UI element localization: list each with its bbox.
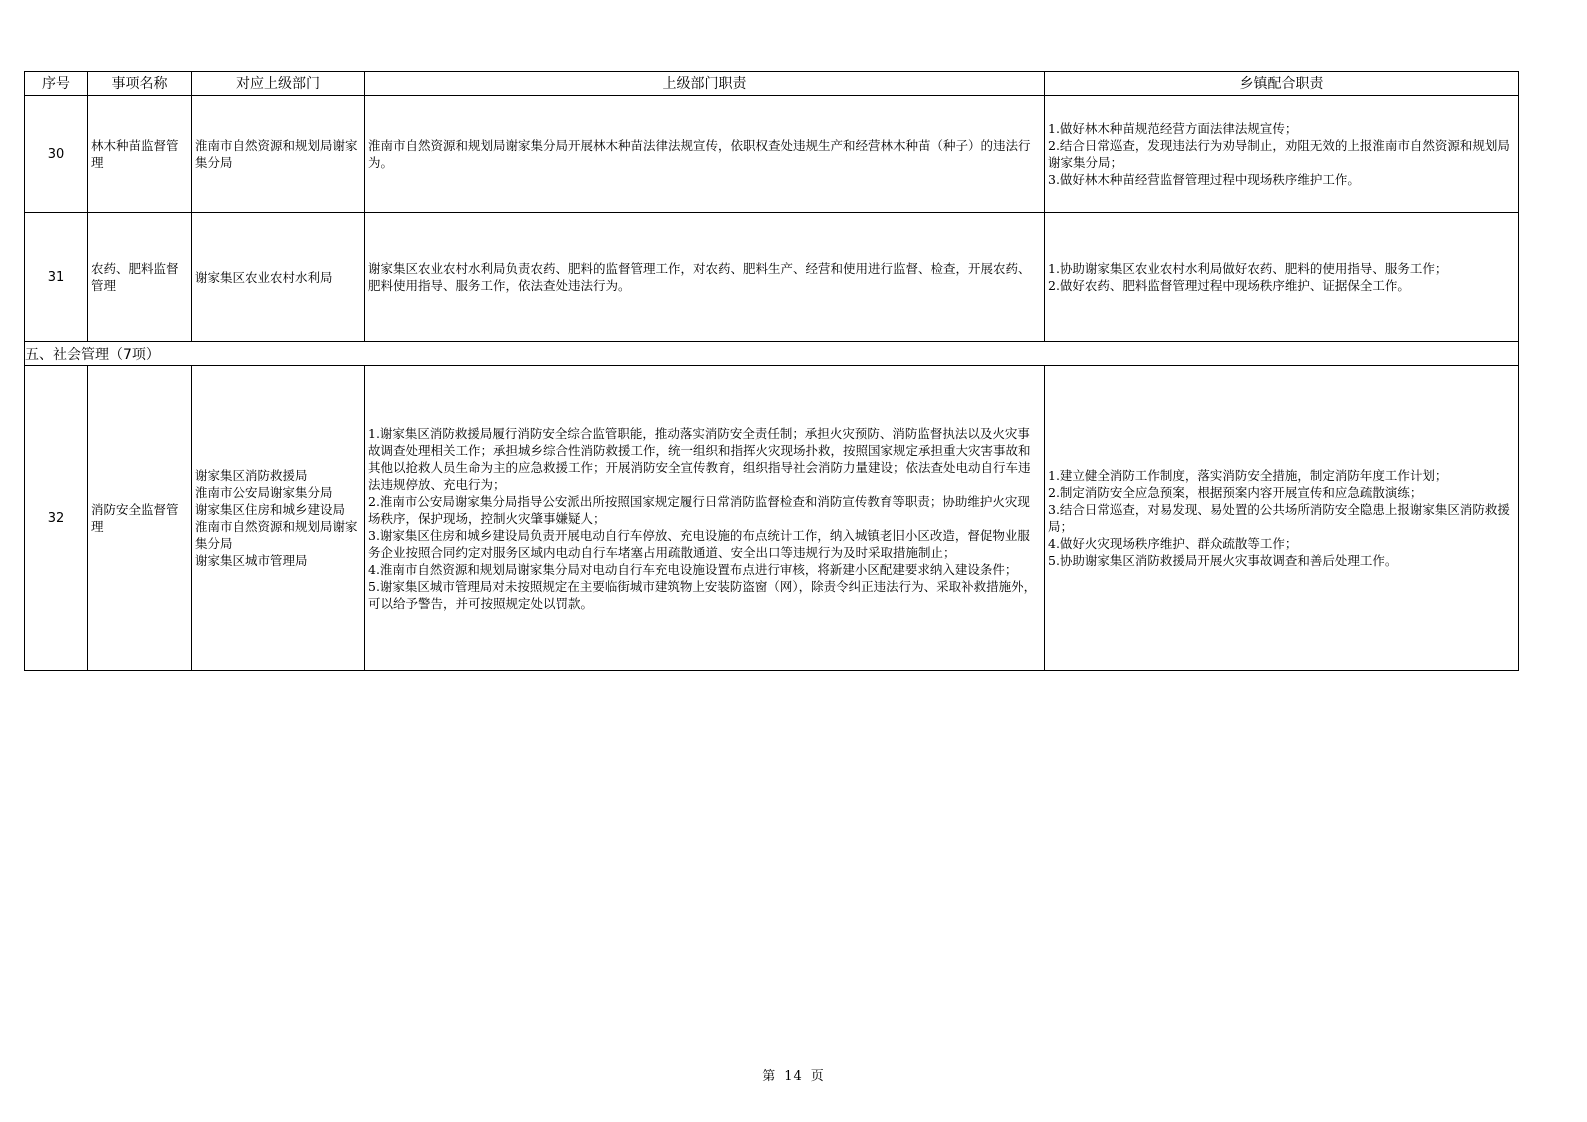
header-superior-dept: 对应上级部门 [192,72,365,96]
page-prefix: 第 [762,1069,777,1084]
duty-line: 1.谢家集区消防救援局履行消防安全综合监管职能，推动落实消防安全责任制；承担火灾预防、消防监督执法以及火灾事故调查处理相关工作；承担城乡综合性消防救援工作，统一组织和指挥火灾现场扑救，按照国家规定承担重大灾害事故和其他以抢救人员生命为主的应急救援工作；开展消防安全宣传教育，组织指导社会消防力量建设；依法查处电动自行车违法违规停放、充电行为； [368,425,1031,492]
header-no: 序号 [25,72,88,96]
dept-line: 淮南市自然资源和规划局谢家集分局 [195,519,358,551]
duty-line: 3.谢家集区住房和城乡建设局负责开展电动自行车停放、充电设施的布点统计工作，纳入城镇老旧小区改造，督促物业服务企业按照合同约定对服务区域内电动自行车堵塞占用疏散通道、安全出口等违规行为及时采取措施制止； [368,527,1030,560]
table-row [25,213,1519,342]
duty-line: 2.淮南市公安局谢家集分局指导公安派出所按照国家规定履行日常消防监督检查和消防宣传教育等职责；协助维护火灾现场秩序，保护现场，控制火灾肇事嫌疑人； [368,493,1030,526]
item-name-text: 农药、肥料监督管理 [91,261,179,293]
row-duty [365,213,1045,342]
coop-line: 3.结合日常巡查，对易发现、易处置的公共场所消防安全隐患上报谢家集区消防救援局； [1048,502,1510,534]
duty-line: 5.谢家集区城市管理局对未按照规定在主要临街城市建筑物上安装防盗窗（网），除责令纠正违法行为、采取补救措施外，可以给予警告，并可按照规定处以罚款。 [368,578,1037,611]
row-coop [1045,366,1519,671]
coop-line: 1.协助谢家集区农业农村水利局做好农药、肥料的使用指导、服务工作； [1048,261,1448,276]
coop-line: 1.做好林木种苗规范经营方面法律法规宣传； [1048,121,1298,136]
row-dept [192,96,365,213]
row-item-name [88,213,192,342]
row-dept [192,213,365,342]
duty-line: 谢家集区农业农村水利局负责农药、肥料的监督管理工作，对农药、肥料生产、经营和使用进行监督、检查，开展农药、肥料使用指导、服务工作，依法查处违法行为。 [368,261,1031,293]
coop-line: 3.做好林木种苗经营监督管理过程中现场秩序维护工作。 [1048,172,1360,187]
row-item-name [88,96,192,213]
row-coop [1045,96,1519,213]
coop-line: 2.做好农药、肥料监督管理过程中现场秩序维护、证据保全工作。 [1048,278,1410,293]
item-name-text: 林木种苗监督管理 [91,138,179,170]
page-number: 14 [784,1069,803,1084]
coop-line: 2.结合日常巡查，发现违法行为劝导制止，劝阻无效的上报淮南市自然资源和规划局谢家集分局； [1048,138,1510,170]
duty-table [24,71,1519,671]
section-heading: 五、社会管理（7项） [25,342,1519,366]
row-duty [365,366,1045,671]
dept-line: 淮南市自然资源和规划局谢家集分局 [195,138,358,170]
coop-line: 5.协助谢家集区消防救援局开展火灾事故调查和善后处理工作。 [1048,553,1398,568]
header-township-duty: 乡镇配合职责 [1045,72,1519,96]
dept-line: 淮南市公安局谢家集分局 [195,485,333,500]
row-dept [192,366,365,671]
coop-line: 4.做好火灾现场秩序维护、群众疏散等工作； [1048,536,1298,551]
row-no: 31 [25,213,88,342]
item-name-text: 消防安全监督管理 [91,502,179,534]
header-item-name: 事项名称 [88,72,192,96]
row-coop [1045,213,1519,342]
dept-line: 谢家集区消防救援局 [195,468,308,483]
row-item-name [88,366,192,671]
page-footer [0,1065,1587,1084]
page-suffix: 页 [810,1069,825,1084]
header-row [25,72,1519,96]
table-row [25,96,1519,213]
dept-line: 谢家集区城市管理局 [195,553,308,568]
coop-line: 1.建立健全消防工作制度，落实消防安全措施，制定消防年度工作计划； [1048,468,1448,483]
row-no: 32 [25,366,88,671]
row-no: 30 [25,96,88,213]
dept-line: 谢家集区住房和城乡建设局 [195,502,346,517]
header-superior-duty: 上级部门职责 [365,72,1045,96]
coop-line: 2.制定消防安全应急预案，根据预案内容开展宣传和应急疏散演练； [1048,485,1423,500]
row-duty [365,96,1045,213]
duty-line: 淮南市自然资源和规划局谢家集分局开展林木种苗法律法规宣传，依职权查处违规生产和经营林木种苗（种子）的违法行为。 [368,138,1031,170]
dept-line: 谢家集区农业农村水利局 [195,269,333,285]
table-row [25,366,1519,671]
section-row [25,342,1519,366]
duty-line: 4.淮南市自然资源和规划局谢家集分局对电动自行车充电设施设置布点进行审核，将新建小区配建要求纳入建设条件； [368,561,1018,577]
